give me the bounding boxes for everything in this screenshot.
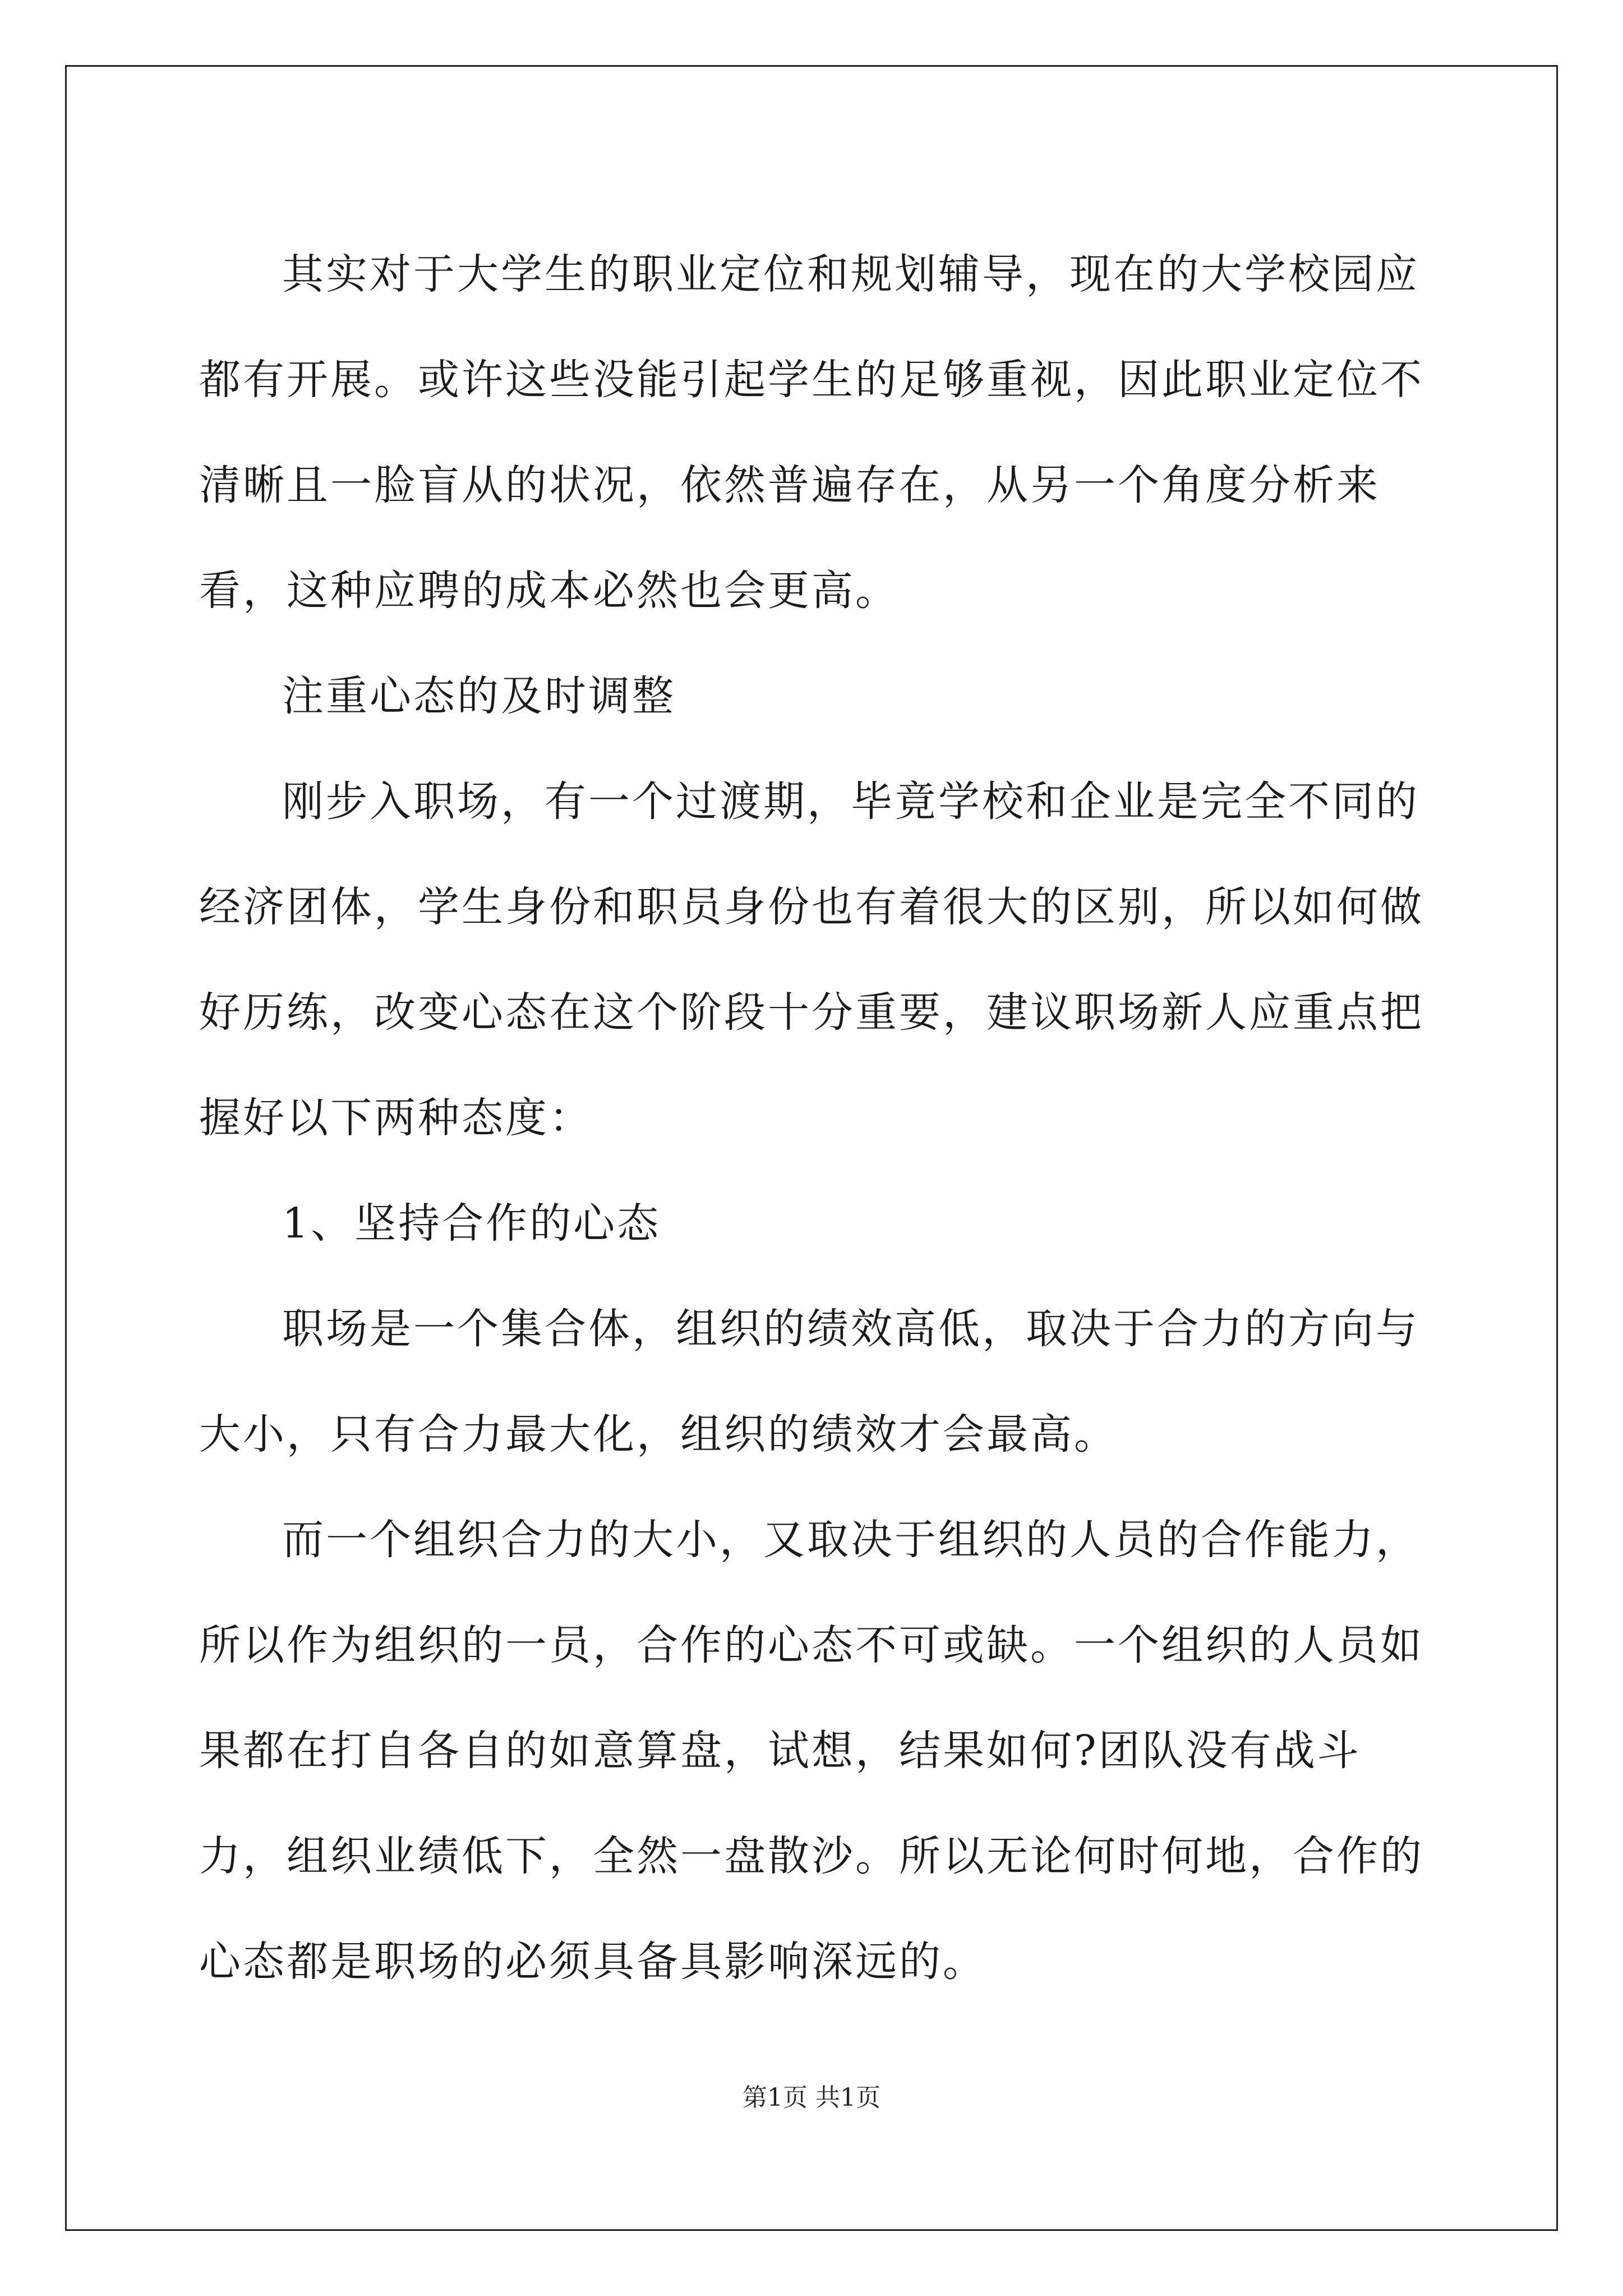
paragraph: 而一个组织合力的大小，又取决于组织的人员的合作能力，所以作为组织的一员，合作的心态不可或缺。一个组织的人员如果都在打自各自的如意算盘，试想，结果如何?团队没有战斗力，组织业绩低下，全然一盘散沙。所以无论何时何地，合作的心态都是职场的必须具备具影响深远的。 xyxy=(199,1516,1424,1986)
list-heading: 1、坚持合作的心态 xyxy=(282,1199,661,1248)
document-body xyxy=(199,222,1433,2014)
paragraph: 职场是一个集合体，组织的绩效高低，取决于合力的方向与大小，只有合力最大化，组织的绩效才会最高。 xyxy=(199,1305,1419,1458)
paragraph: 刚步入职场，有一个过渡期，毕竟学校和企业是完全不同的经济团体，学生身份和职员身份也有着很大的区别，所以如何做好历练，改变心态在这个阶段十分重要，建议职场新人应重点把握好以下两种态度： xyxy=(199,777,1424,1142)
paragraph: 其实对于大学生的职业定位和规划辅导，现在的大学校园应都有开展。或许这些没能引起学生的足够重视，因此职业定位不清晰且一脸盲从的状况，依然普遍存在，从另一个角度分析来看，这种应聘的成本必然也会更高。 xyxy=(199,250,1424,615)
page-footer: 第1页 共1页 xyxy=(743,2083,880,2112)
section-heading: 注重心态的及时调整 xyxy=(282,672,676,720)
